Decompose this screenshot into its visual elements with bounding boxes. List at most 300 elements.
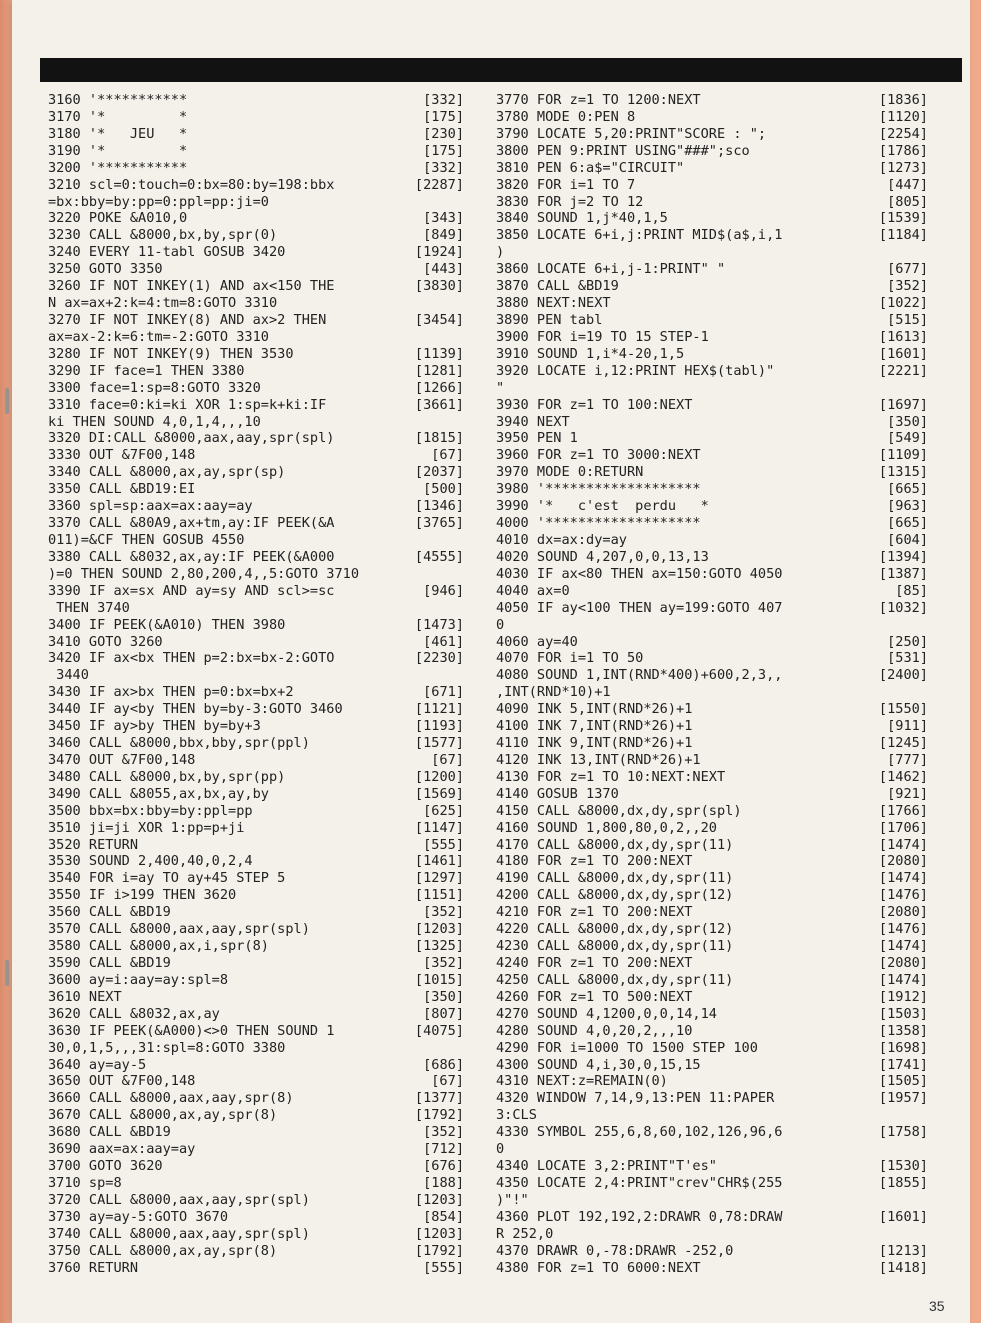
checksum: [1200] — [414, 768, 464, 785]
basic-statement: 3980 '******************* — [496, 481, 701, 498]
page-spine — [0, 0, 12, 1323]
basic-statement: 3850 LOCATE 6+i,j:PRINT MID$(a$,i,1 — [496, 227, 783, 244]
code-line — [48, 515, 464, 532]
code-line — [48, 143, 464, 160]
checksum: [3765] — [414, 515, 464, 532]
code-line — [496, 278, 928, 295]
code-line — [496, 194, 928, 211]
basic-statement: 4320 WINDOW 7,14,9,13:PEN 11:PAPER — [496, 1090, 775, 1107]
code-line — [48, 667, 464, 684]
checksum: [1601] — [878, 345, 928, 362]
basic-statement: 3830 FOR j=2 TO 12 — [496, 193, 644, 210]
basic-statement: 3570 CALL &8000,aax,aay,spr(spl) — [48, 921, 310, 938]
code-line — [48, 498, 464, 515]
checksum: [2221] — [878, 362, 928, 379]
checksum: [1266] — [414, 379, 464, 396]
basic-statement: 4270 SOUND 4,1200,0,0,14,14 — [496, 1005, 717, 1022]
code-line — [48, 1006, 464, 1023]
basic-statement: 3550 IF i>199 THEN 3620 — [48, 887, 237, 904]
basic-statement: 3600 ay=i:aay=ay:spl=8 — [48, 971, 229, 988]
basic-statement: 4160 SOUND 1,800,80,0,2,,20 — [496, 819, 717, 836]
code-line — [48, 1260, 464, 1277]
checksum: [250] — [887, 633, 928, 650]
checksum: [1325] — [414, 938, 464, 955]
code-line — [48, 227, 464, 244]
code-line — [496, 684, 928, 701]
basic-statement: 3560 CALL &BD19 — [48, 904, 171, 921]
code-line — [48, 752, 464, 769]
checksum: [350] — [423, 988, 464, 1005]
checksum: [921] — [887, 785, 928, 802]
basic-statement: 4170 CALL &8000,dx,dy,spr(11) — [496, 836, 734, 853]
basic-statement: 3290 IF face=1 THEN 3380 — [48, 362, 245, 379]
basic-statement: 4030 IF ax<80 THEN ax=150:GOTO 4050 — [496, 565, 783, 582]
checksum: [1120] — [878, 108, 928, 125]
basic-statement: 4230 CALL &8000,dx,dy,spr(11) — [496, 938, 734, 955]
checksum: [1474] — [878, 870, 928, 887]
basic-statement: 3460 CALL &8000,bbx,bby,spr(ppl) — [48, 735, 310, 752]
checksum: [175] — [423, 108, 464, 125]
checksum: [676] — [423, 1158, 464, 1175]
checksum: [1473] — [414, 616, 464, 633]
basic-statement: 3930 FOR z=1 TO 100:NEXT — [496, 396, 693, 413]
basic-statement: 3710 sp=8 — [48, 1175, 122, 1191]
basic-statement: 4180 FOR z=1 TO 200:NEXT — [496, 853, 693, 870]
checksum: [677] — [887, 261, 928, 278]
basic-statement: 4300 SOUND 4,i,30,0,15,15 — [496, 1056, 701, 1073]
code-line — [496, 346, 928, 363]
basic-statement: 3750 CALL &8000,ax,ay,spr(8) — [48, 1242, 278, 1259]
checksum: [1476] — [878, 921, 928, 938]
code-line — [48, 955, 464, 972]
basic-statement: 4070 FOR i=1 TO 50 — [496, 650, 644, 667]
code-line — [496, 1141, 928, 1158]
basic-statement: 4360 PLOT 192,192,2:DRAWR 0,78:DRAW — [496, 1208, 783, 1225]
basic-statement: 4330 SYMBOL 255,6,8,60,102,126,96,6 — [496, 1124, 783, 1141]
basic-statement: 4150 CALL &8000,dx,dy,spr(spl) — [496, 802, 742, 819]
basic-statement: 4100 INK 7,INT(RND*26)+1 — [496, 718, 693, 735]
staple-bottom — [5, 960, 9, 986]
checksum: [1387] — [878, 565, 928, 582]
checksum: [443] — [423, 261, 464, 278]
basic-statement: 4290 FOR i=1000 TO 1500 STEP 100 — [496, 1039, 758, 1056]
basic-statement: 3170 '* * — [48, 108, 188, 125]
basic-statement: 3350 CALL &BD19:EI — [48, 481, 196, 498]
code-line — [496, 1192, 928, 1209]
checksum: [1792] — [414, 1242, 464, 1259]
checksum: [1474] — [878, 971, 928, 988]
basic-statement: 3900 FOR i=19 TO 15 STEP-1 — [496, 328, 709, 345]
basic-statement: " — [496, 379, 505, 396]
checksum: [2400] — [878, 667, 928, 684]
basic-statement: 4190 CALL &8000,dx,dy,spr(11) — [496, 870, 734, 887]
checksum: [1358] — [878, 1022, 928, 1039]
basic-statement: 3860 LOCATE 6+i,j-1:PRINT" " — [496, 261, 726, 278]
checksum: [555] — [423, 1259, 464, 1276]
listing-left-column — [48, 92, 464, 1277]
basic-statement: 3640 ay=ay-5 — [48, 1056, 147, 1073]
checksum: [1213] — [878, 1242, 928, 1259]
basic-statement: 4370 DRAWR 0,-78:DRAWR -252,0 — [496, 1242, 734, 1259]
code-line — [496, 566, 928, 583]
code-line — [496, 1107, 928, 1124]
code-line — [48, 684, 464, 701]
basic-statement: 4040 ax=0 — [496, 582, 570, 599]
checksum: [3454] — [414, 311, 464, 328]
checksum: [531] — [887, 650, 928, 667]
checksum: [1539] — [878, 210, 928, 227]
basic-statement: 3960 FOR z=1 TO 3000:NEXT — [496, 447, 701, 464]
basic-statement: 3410 GOTO 3260 — [48, 633, 163, 650]
code-line — [496, 177, 928, 194]
code-line — [496, 498, 928, 515]
code-line — [496, 769, 928, 786]
code-line — [48, 1023, 464, 1040]
basic-statement: 3400 IF PEEK(&A010) THEN 3980 — [48, 616, 286, 633]
code-line — [48, 1158, 464, 1175]
checksum: [1461] — [414, 853, 464, 870]
basic-statement: 3500 bbx=bx:bby=by:ppl=pp — [48, 802, 253, 819]
code-line — [496, 1006, 928, 1023]
basic-statement: 3540 FOR i=ay TO ay+45 STEP 5 — [48, 870, 286, 887]
code-line — [48, 346, 464, 363]
code-line — [48, 803, 464, 820]
code-line — [48, 887, 464, 904]
basic-statement: 4050 IF ay<100 THEN ay=199:GOTO 407 — [496, 599, 783, 616]
code-line — [48, 634, 464, 651]
code-line — [48, 532, 464, 549]
checksum: [2080] — [878, 853, 928, 870]
code-line — [496, 1124, 928, 1141]
code-line — [496, 1023, 928, 1040]
basic-statement: 3610 NEXT — [48, 988, 122, 1005]
checksum: [777] — [887, 751, 928, 768]
basic-statement: 4220 CALL &8000,dx,dy,spr(12) — [496, 921, 734, 938]
checksum: [352] — [423, 904, 464, 921]
checksum: [1203] — [414, 1191, 464, 1208]
code-line — [48, 853, 464, 870]
basic-statement: 3690 aax=ax:aay=ay — [48, 1141, 196, 1158]
code-line — [48, 430, 464, 447]
basic-statement: 4340 LOCATE 3,2:PRINT"T'es" — [496, 1158, 717, 1175]
checksum: [515] — [887, 311, 928, 328]
code-line — [496, 295, 928, 312]
basic-statement: 4140 GOSUB 1370 — [496, 785, 619, 802]
code-line — [48, 921, 464, 938]
checksum: [1503] — [878, 1005, 928, 1022]
basic-statement: 3300 face=1:sp=8:GOTO 3320 — [48, 379, 261, 396]
basic-statement: 3210 scl=0:touch=0:bx=80:by=198:bbx — [48, 176, 335, 193]
basic-statement: 3720 CALL &8000,aax,aay,spr(spl) — [48, 1191, 310, 1208]
checksum: [604] — [887, 531, 928, 548]
basic-statement: 3420 IF ax<bx THEN p=2:bx=bx-2:GOTO — [48, 650, 335, 667]
staple-top — [5, 388, 9, 414]
basic-statement: 3270 IF NOT INKEY(8) AND ax>2 THEN — [48, 311, 327, 328]
code-line — [496, 718, 928, 735]
basic-statement: )=0 THEN SOUND 2,80,200,4,,5:GOTO 3710 — [48, 565, 359, 582]
checksum: [67] — [431, 751, 464, 768]
basic-statement: 0 — [496, 616, 505, 633]
code-line — [496, 600, 928, 617]
basic-statement: 3470 OUT &7F00,148 — [48, 751, 196, 768]
basic-statement: 3820 FOR i=1 TO 7 — [496, 176, 636, 193]
code-line — [496, 430, 928, 447]
checksum: [230] — [423, 125, 464, 142]
checksum: [1022] — [878, 295, 928, 312]
basic-statement: 3280 IF NOT INKEY(9) THEN 3530 — [48, 345, 294, 362]
basic-statement: 3870 CALL &BD19 — [496, 278, 619, 295]
checksum: [1273] — [878, 159, 928, 176]
code-line — [48, 1107, 464, 1124]
checksum: [3830] — [414, 278, 464, 295]
checksum: [1193] — [414, 718, 464, 735]
checksum: [1147] — [414, 819, 464, 836]
code-line — [48, 972, 464, 989]
basic-statement: 3990 '* c'est perdu * — [496, 498, 709, 515]
checksum: [1184] — [878, 227, 928, 244]
code-line — [48, 363, 464, 380]
basic-statement: 30,0,1,5,,,31:spl=8:GOTO 3380 — [48, 1039, 286, 1056]
code-line — [48, 1090, 464, 1107]
code-line — [496, 972, 928, 989]
basic-statement: 3700 GOTO 3620 — [48, 1158, 163, 1175]
checksum: [1601] — [878, 1208, 928, 1225]
code-line — [496, 853, 928, 870]
checksum: [807] — [423, 1005, 464, 1022]
code-line — [496, 447, 928, 464]
code-line — [48, 380, 464, 397]
checksum: [1550] — [878, 701, 928, 718]
code-line — [48, 92, 464, 109]
code-line — [496, 583, 928, 600]
basic-statement: 3730 ay=ay-5:GOTO 3670 — [48, 1208, 229, 1225]
checksum: [671] — [423, 684, 464, 701]
basic-statement: 4280 SOUND 4,0,20,2,,,10 — [496, 1022, 693, 1039]
code-line — [48, 1175, 464, 1192]
checksum: [1015] — [414, 971, 464, 988]
basic-statement: 4130 FOR z=1 TO 10:NEXT:NEXT — [496, 768, 726, 785]
code-line — [48, 1209, 464, 1226]
basic-statement: 3230 CALL &8000,bx,by,spr(0) — [48, 227, 278, 244]
checksum: [712] — [423, 1141, 464, 1158]
code-line — [496, 109, 928, 126]
basic-statement: 3260 IF NOT INKEY(1) AND ax<150 THE — [48, 278, 335, 295]
code-line — [48, 1057, 464, 1074]
checksum: [1462] — [878, 768, 928, 785]
basic-statement: 3490 CALL &8055,ax,bx,ay,by — [48, 785, 269, 802]
code-line — [496, 989, 928, 1006]
basic-statement: 3430 IF ax>bx THEN p=0:bx=bx+2 — [48, 684, 294, 701]
checksum: [555] — [423, 836, 464, 853]
code-line — [496, 1243, 928, 1260]
code-line — [496, 532, 928, 549]
checksum: [67] — [431, 1073, 464, 1090]
basic-statement: 3910 SOUND 1,i*4-20,1,5 — [496, 345, 685, 362]
basic-statement: 3780 MODE 0:PEN 8 — [496, 108, 636, 125]
checksum: [2287] — [414, 176, 464, 193]
basic-statement: 3180 '* JEU * — [48, 125, 188, 142]
code-line — [48, 447, 464, 464]
basic-statement: 4250 CALL &8000,dx,dy,spr(11) — [496, 971, 734, 988]
code-line — [496, 227, 928, 244]
basic-statement: 3320 DI:CALL &8000,aax,aay,spr(spl) — [48, 430, 335, 447]
checksum: [1121] — [414, 701, 464, 718]
code-line — [496, 735, 928, 752]
code-line — [496, 549, 928, 566]
checksum: [625] — [423, 802, 464, 819]
code-line — [48, 194, 464, 211]
code-line — [496, 786, 928, 803]
code-line — [496, 837, 928, 854]
checksum: [2080] — [878, 904, 928, 921]
code-line — [496, 617, 928, 634]
code-line — [48, 1226, 464, 1243]
code-line — [496, 160, 928, 177]
basic-statement: 3920 LOCATE i,12:PRINT HEX$(tabl)" — [496, 362, 775, 379]
basic-statement: 0 — [496, 1141, 505, 1158]
basic-statement: 3890 PEN tabl — [496, 311, 603, 328]
checksum: [4075] — [414, 1022, 464, 1039]
code-line — [496, 143, 928, 160]
code-line — [48, 583, 464, 600]
code-line — [48, 160, 464, 177]
checksum: [1741] — [878, 1056, 928, 1073]
code-line — [496, 904, 928, 921]
basic-statement: =bx:bby=by:pp=0:ppl=pp:ji=0 — [48, 193, 269, 210]
checksum: [175] — [423, 142, 464, 159]
code-line — [496, 1260, 928, 1277]
code-line — [48, 1124, 464, 1141]
basic-statement: 3620 CALL &8032,ax,ay — [48, 1005, 220, 1022]
basic-statement: 4120 INK 13,INT(RND*26)+1 — [496, 751, 701, 768]
checksum: [1706] — [878, 819, 928, 836]
checksum: [1613] — [878, 328, 928, 345]
basic-statement: 4060 ay=40 — [496, 633, 578, 650]
code-line — [48, 1073, 464, 1090]
checksum: [1474] — [878, 938, 928, 955]
checksum: [1577] — [414, 735, 464, 752]
code-line — [48, 566, 464, 583]
checksum: [665] — [887, 515, 928, 532]
code-line — [48, 261, 464, 278]
basic-statement: 3660 CALL &8000,aax,aay,spr(8) — [48, 1090, 294, 1107]
code-line — [496, 92, 928, 109]
code-line — [496, 820, 928, 837]
code-line — [496, 329, 928, 346]
checksum: [67] — [431, 447, 464, 464]
basic-statement: 3200 '*********** — [48, 159, 188, 176]
basic-statement: 4200 CALL &8000,dx,dy,spr(12) — [496, 887, 734, 904]
checksum: [332] — [423, 159, 464, 176]
checksum: [1297] — [414, 870, 464, 887]
checksum: [1815] — [414, 430, 464, 447]
code-line — [496, 414, 928, 431]
code-line — [48, 701, 464, 718]
code-line — [48, 278, 464, 295]
checksum: [1697] — [878, 396, 928, 413]
code-line — [496, 515, 928, 532]
code-line — [496, 938, 928, 955]
checksum: [1912] — [878, 988, 928, 1005]
checksum: [352] — [423, 955, 464, 972]
checksum: [500] — [423, 481, 464, 498]
basic-statement: 3220 POKE &A010,0 — [48, 210, 188, 227]
code-line — [48, 600, 464, 617]
basic-statement: 3510 ji=ji XOR 1:pp=p+ji — [48, 819, 245, 836]
basic-statement: 4010 dx=ax:dy=ay — [496, 531, 627, 548]
basic-statement: 4090 INK 5,INT(RND*26)+1 — [496, 701, 693, 718]
checksum: [849] — [423, 227, 464, 244]
code-line — [48, 870, 464, 887]
code-line — [496, 210, 928, 227]
code-line — [48, 769, 464, 786]
code-line — [48, 414, 464, 431]
code-line — [48, 1141, 464, 1158]
code-line — [496, 870, 928, 887]
basic-statement: 3880 NEXT:NEXT — [496, 295, 611, 312]
checksum: [686] — [423, 1056, 464, 1073]
code-line — [496, 363, 928, 380]
checksum: [1474] — [878, 836, 928, 853]
checksum: [332] — [423, 92, 464, 108]
code-line — [496, 312, 928, 329]
code-line — [48, 549, 464, 566]
basic-statement: 3680 CALL &BD19 — [48, 1124, 171, 1141]
code-line — [48, 1192, 464, 1209]
basic-statement: ki THEN SOUND 4,0,1,4,,,10 — [48, 413, 261, 430]
basic-statement: 3340 CALL &8000,ax,ay,spr(sp) — [48, 464, 286, 481]
basic-statement: 4020 SOUND 4,207,0,0,13,13 — [496, 548, 709, 565]
basic-statement: 4080 SOUND 1,INT(RND*400)+600,2,3,, — [496, 667, 783, 684]
basic-statement: 4260 FOR z=1 TO 500:NEXT — [496, 988, 693, 1005]
checksum: [1530] — [878, 1158, 928, 1175]
code-line — [48, 109, 464, 126]
code-line — [496, 1209, 928, 1226]
checksum: [2080] — [878, 955, 928, 972]
checksum: [461] — [423, 633, 464, 650]
code-line — [496, 1073, 928, 1090]
checksum: [1505] — [878, 1073, 928, 1090]
basic-statement: 4000 '******************* — [496, 515, 701, 532]
checksum: [3661] — [414, 396, 464, 413]
checksum: [2230] — [414, 650, 464, 667]
basic-statement: 4210 FOR z=1 TO 200:NEXT — [496, 904, 693, 921]
checksum: [447] — [887, 176, 928, 193]
checksum: [2037] — [414, 464, 464, 481]
basic-statement: 3650 OUT &7F00,148 — [48, 1073, 196, 1090]
code-line — [48, 126, 464, 143]
basic-statement: 4240 FOR z=1 TO 200:NEXT — [496, 955, 693, 972]
basic-statement: 3330 OUT &7F00,148 — [48, 447, 196, 464]
checksum: [1032] — [878, 599, 928, 616]
checksum: [1855] — [878, 1175, 928, 1191]
code-line — [48, 177, 464, 194]
checksum: [805] — [887, 193, 928, 210]
code-line — [496, 634, 928, 651]
code-line — [48, 244, 464, 261]
basic-statement: 3360 spl=sp:aax=ax:aay=ay — [48, 498, 253, 515]
code-line — [496, 667, 928, 684]
basic-statement: 3240 EVERY 11-tabl GOSUB 3420 — [48, 244, 286, 261]
checksum: [350] — [887, 413, 928, 430]
checksum: [1245] — [878, 735, 928, 752]
code-line — [496, 887, 928, 904]
basic-statement: 3840 SOUND 1,j*40,1,5 — [496, 210, 668, 227]
basic-statement: 3940 NEXT — [496, 413, 570, 430]
basic-statement: 3250 GOTO 3350 — [48, 261, 163, 278]
code-line — [48, 735, 464, 752]
checksum: [1792] — [414, 1107, 464, 1124]
